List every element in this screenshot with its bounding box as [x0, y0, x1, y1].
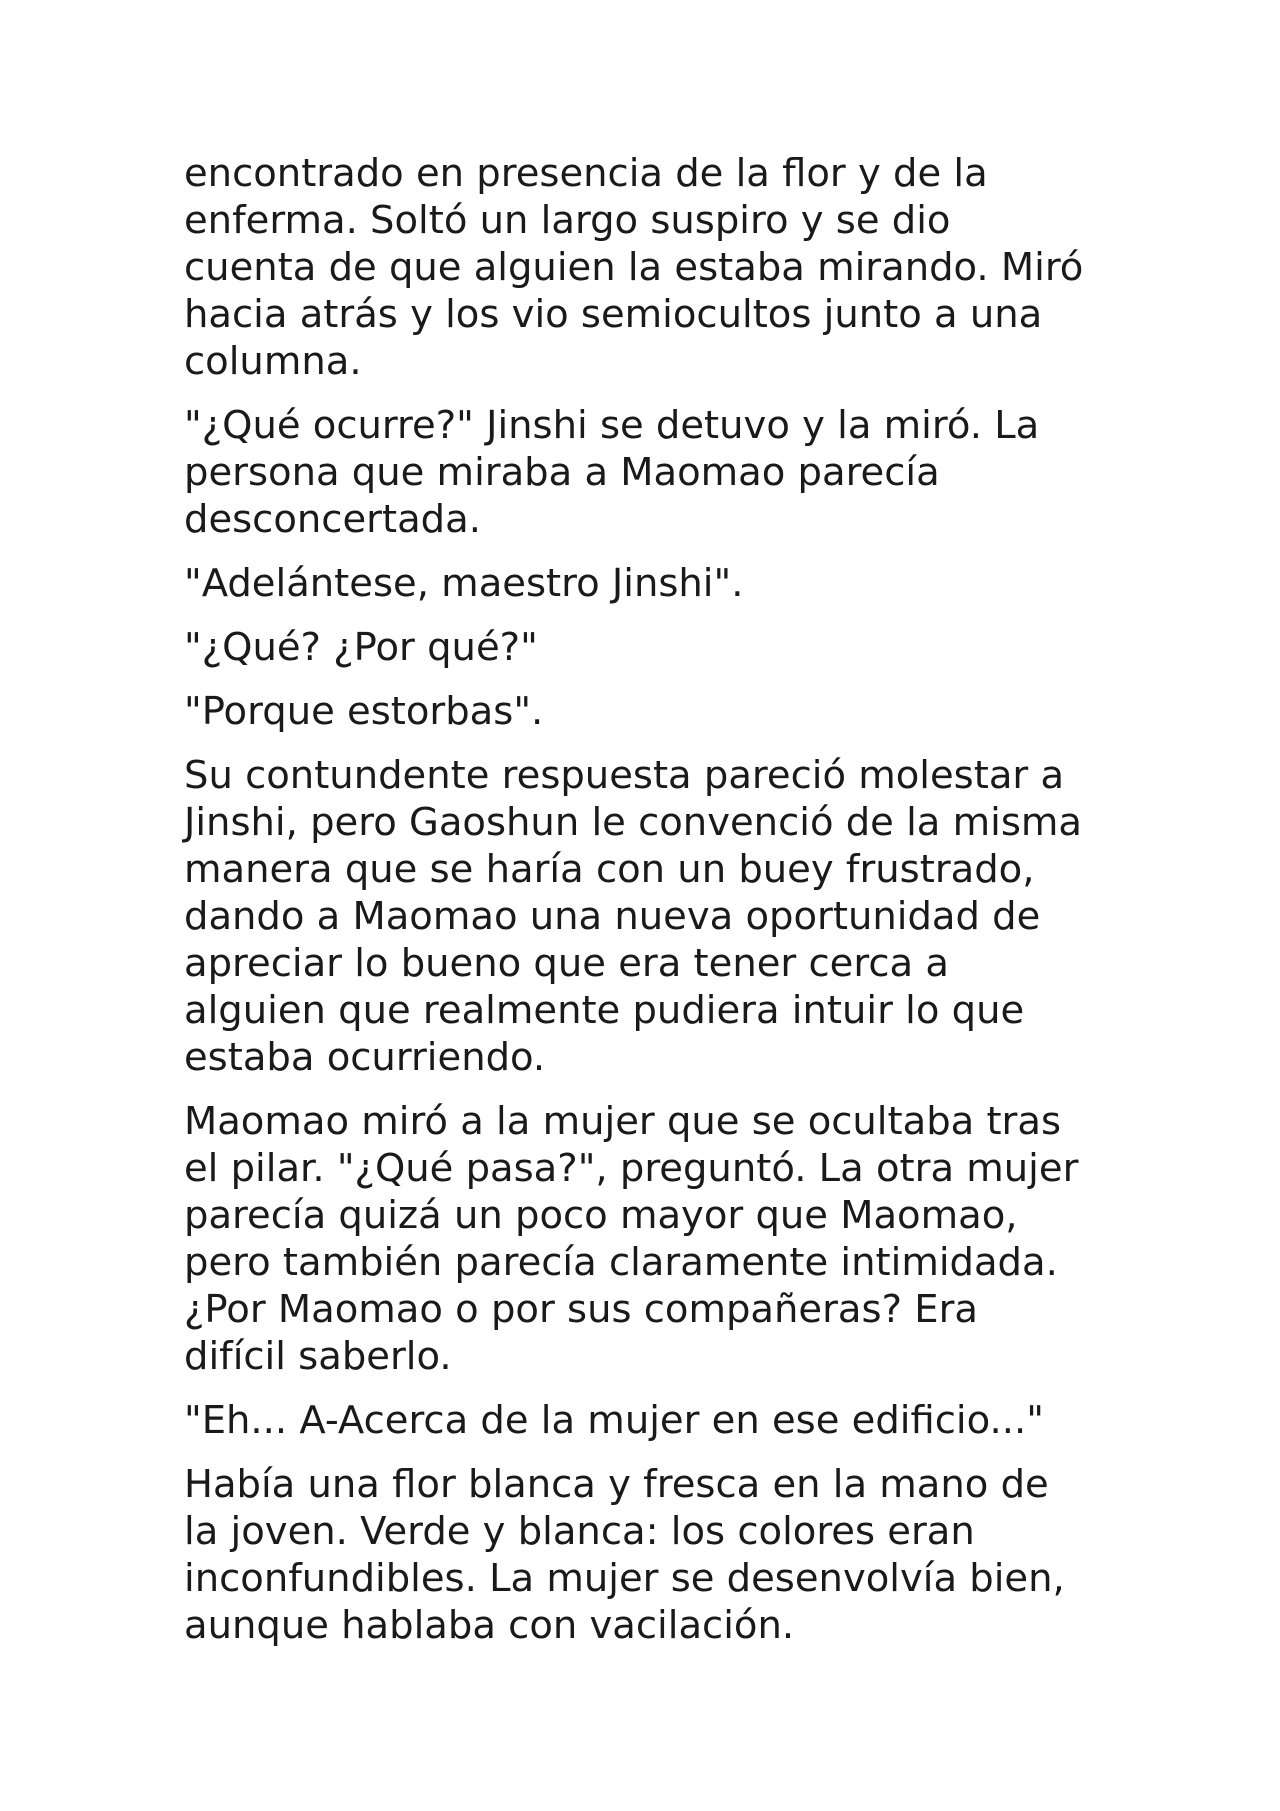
paragraph — [184, 1098, 1114, 1380]
text-line: "¿Qué ocurre?" Jinshi se detuvo y la miró. La — [184, 403, 1040, 448]
text-line: "Adelántese, maestro Jinshi". — [184, 561, 744, 606]
text-line: Su contundente respuesta pareció molestar a — [184, 753, 1065, 798]
text-line: parecía quizá un poco mayor que Maomao, — [184, 1193, 1018, 1238]
paragraph — [184, 688, 1114, 735]
text-line: columna. — [184, 339, 362, 384]
text-line: apreciar lo bueno que era tener cerca a — [184, 941, 949, 986]
paragraph — [184, 402, 1114, 543]
text-line: ¿Por Maomao o por sus compañeras? Era — [184, 1287, 979, 1332]
text-line: la joven. Verde y blanca: los colores eran — [184, 1509, 975, 1554]
text-line: enferma. Soltó un largo suspiro y se dio — [184, 198, 951, 243]
text-line: manera que se haría con un buey frustrado, — [184, 847, 1035, 892]
text-line: persona que miraba a Maomao parecía — [184, 450, 940, 495]
text-line: inconfundibles. La mujer se desenvolvía bien, — [184, 1556, 1065, 1601]
text-line: el pilar. "¿Qué pasa?", preguntó. La otra mujer — [184, 1146, 1079, 1191]
text-line: dando a Maomao una nueva oportunidad de — [184, 894, 1041, 939]
text-line: pero también parecía claramente intimidada. — [184, 1240, 1058, 1285]
paragraph — [184, 624, 1114, 671]
paragraph — [184, 1461, 1114, 1649]
text-line: difícil saberlo. — [184, 1334, 452, 1379]
text-line: aunque hablaba con vacilación. — [184, 1603, 795, 1648]
text-line: Maomao miró a la mujer que se ocultaba tras — [184, 1099, 1062, 1144]
text-line: cuenta de que alguien la estaba mirando. Miró — [184, 245, 1084, 290]
body-text — [184, 150, 1114, 1666]
text-line: "Eh... A-Acerca de la mujer en ese edificio..." — [184, 1398, 1044, 1443]
text-line: "Porque estorbas". — [184, 689, 544, 734]
text-line: "¿Qué? ¿Por qué?" — [184, 625, 538, 670]
paragraph — [184, 1397, 1114, 1444]
text-line: encontrado en presencia de la flor y de la — [184, 151, 988, 196]
text-line: estaba ocurriendo. — [184, 1035, 546, 1080]
text-line: Jinshi, pero Gaoshun le convenció de la misma — [184, 800, 1082, 845]
text-line: desconcertada. — [184, 497, 481, 542]
paragraph — [184, 752, 1114, 1081]
paragraph — [184, 150, 1114, 385]
paragraph — [184, 560, 1114, 607]
text-line: alguien que realmente pudiera intuir lo que — [184, 988, 1025, 1033]
text-line: Había una flor blanca y fresca en la mano de — [184, 1462, 1049, 1507]
text-line: hacia atrás y los vio semiocultos junto a una — [184, 292, 1043, 337]
